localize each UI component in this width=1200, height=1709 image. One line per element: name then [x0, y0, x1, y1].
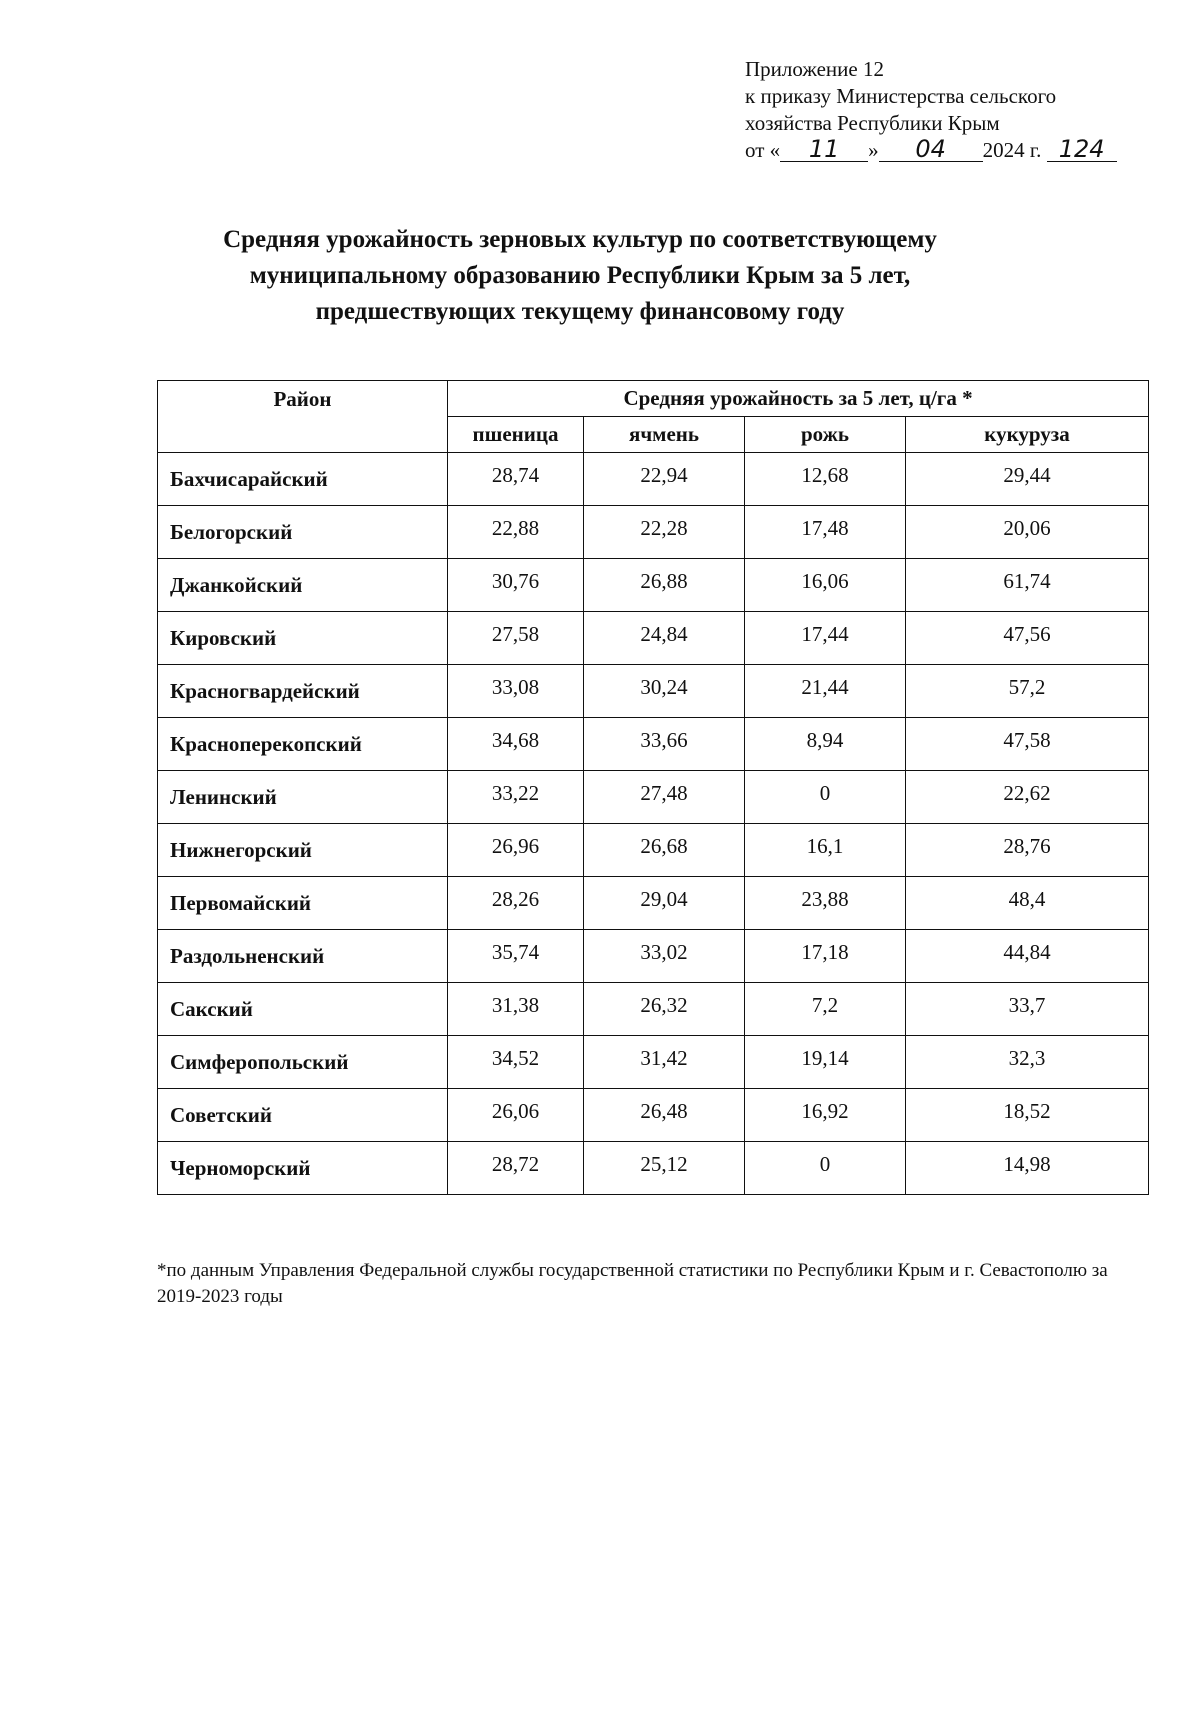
rye-value: 17,18 [745, 930, 906, 983]
rye-value: 16,92 [745, 1089, 906, 1142]
wheat-value: 26,06 [448, 1089, 584, 1142]
rye-value: 19,14 [745, 1036, 906, 1089]
district-name: Симферопольский [158, 1036, 448, 1089]
table-row [158, 877, 1149, 930]
table-row [158, 559, 1149, 612]
table-row [158, 930, 1149, 983]
annex-title: Приложение 12 [745, 57, 884, 81]
rye-value: 23,88 [745, 877, 906, 930]
corn-value: 44,84 [906, 930, 1149, 983]
wheat-value: 31,38 [448, 983, 584, 1036]
corn-value: 61,74 [906, 559, 1149, 612]
table-row [158, 453, 1149, 506]
wheat-value: 34,52 [448, 1036, 584, 1089]
district-name: Кировский [158, 612, 448, 665]
rye-value: 16,06 [745, 559, 906, 612]
header-corn: кукуруза [906, 417, 1149, 453]
district-name: Сакский [158, 983, 448, 1036]
corn-value: 48,4 [906, 877, 1149, 930]
wheat-value: 30,76 [448, 559, 584, 612]
table-row [158, 1142, 1149, 1195]
corn-value: 14,98 [906, 1142, 1149, 1195]
district-name: Нижнегорский [158, 824, 448, 877]
wheat-value: 35,74 [448, 930, 584, 983]
title-line-2: муниципальному образованию Республики Крым за 5 лет, [249, 262, 911, 289]
table-row [158, 718, 1149, 771]
barley-value: 26,68 [584, 824, 745, 877]
corn-value: 47,58 [906, 718, 1149, 771]
rye-value: 17,44 [745, 612, 906, 665]
title-line-3: предшествующих текущему финансовому году [315, 298, 845, 325]
district-name: Красноперекопский [158, 718, 448, 771]
yield-table [157, 380, 1149, 1195]
wheat-value: 33,22 [448, 771, 584, 824]
header-rye: рожь [745, 417, 906, 453]
rye-value: 8,94 [745, 718, 906, 771]
table-body [158, 453, 1149, 1195]
table-row [158, 824, 1149, 877]
rye-value: 0 [745, 771, 906, 824]
barley-value: 22,28 [584, 506, 745, 559]
barley-value: 27,48 [584, 771, 745, 824]
rye-value: 7,2 [745, 983, 906, 1036]
wheat-value: 34,68 [448, 718, 584, 771]
table-row [158, 771, 1149, 824]
barley-value: 25,12 [584, 1142, 745, 1195]
wheat-value: 22,88 [448, 506, 584, 559]
date-month: 04 [879, 137, 983, 162]
annex-header [745, 56, 1117, 164]
date-day: 11 [780, 137, 868, 162]
corn-value: 22,62 [906, 771, 1149, 824]
corn-value: 32,3 [906, 1036, 1149, 1089]
wheat-value: 33,08 [448, 665, 584, 718]
district-name: Первомайский [158, 877, 448, 930]
rye-value: 16,1 [745, 824, 906, 877]
district-name: Раздольненский [158, 930, 448, 983]
rye-value: 12,68 [745, 453, 906, 506]
district-name: Черноморский [158, 1142, 448, 1195]
wheat-value: 26,96 [448, 824, 584, 877]
barley-value: 26,32 [584, 983, 745, 1036]
table-row [158, 1089, 1149, 1142]
barley-value: 26,88 [584, 559, 745, 612]
barley-value: 29,04 [584, 877, 745, 930]
wheat-value: 27,58 [448, 612, 584, 665]
header-wheat: пшеница [448, 417, 584, 453]
corn-value: 33,7 [906, 983, 1149, 1036]
table-row [158, 1036, 1149, 1089]
date-prefix: от « [745, 138, 781, 162]
wheat-value: 28,72 [448, 1142, 584, 1195]
corn-value: 57,2 [906, 665, 1149, 718]
wheat-value: 28,74 [448, 453, 584, 506]
rye-value: 0 [745, 1142, 906, 1195]
header-average-yield: Средняя урожайность за 5 лет, ц/га * [448, 381, 1149, 417]
corn-value: 28,76 [906, 824, 1149, 877]
barley-value: 24,84 [584, 612, 745, 665]
annex-order-line: к приказу Министерства сельского [745, 84, 1057, 108]
district-name: Красногвардейский [158, 665, 448, 718]
corn-value: 47,56 [906, 612, 1149, 665]
header-district: Район [158, 381, 448, 453]
annex-ministry-line: хозяйства Республики Крым [745, 111, 1000, 135]
barley-value: 33,02 [584, 930, 745, 983]
barley-value: 33,66 [584, 718, 745, 771]
barley-value: 31,42 [584, 1036, 745, 1089]
table-row [158, 612, 1149, 665]
corn-value: 29,44 [906, 453, 1149, 506]
corn-value: 20,06 [906, 506, 1149, 559]
district-name: Белогорский [158, 506, 448, 559]
title-line-1: Средняя урожайность зерновых культур по соответствующему [223, 226, 937, 253]
district-name: Ленинский [158, 771, 448, 824]
rye-value: 21,44 [745, 665, 906, 718]
document-title [130, 222, 1030, 330]
table-row [158, 665, 1149, 718]
barley-value: 22,94 [584, 453, 745, 506]
district-name: Джанкойский [158, 559, 448, 612]
corn-value: 18,52 [906, 1089, 1149, 1142]
barley-value: 30,24 [584, 665, 745, 718]
rye-value: 17,48 [745, 506, 906, 559]
header-barley: ячмень [584, 417, 745, 453]
date-year: 2024 г. [982, 138, 1042, 162]
footnote: *по данным Управления Федеральной службы государственной статистики по Республики Крым и г. Севастополю за 2019-2023 годы [157, 1260, 1108, 1307]
wheat-value: 28,26 [448, 877, 584, 930]
barley-value: 26,48 [584, 1089, 745, 1142]
order-number: 124 [1047, 137, 1117, 162]
district-name: Советский [158, 1089, 448, 1142]
annex-date-line [745, 137, 1117, 164]
table-row [158, 983, 1149, 1036]
district-name: Бахчисарайский [158, 453, 448, 506]
table-row [158, 506, 1149, 559]
date-mid: » [868, 138, 879, 162]
